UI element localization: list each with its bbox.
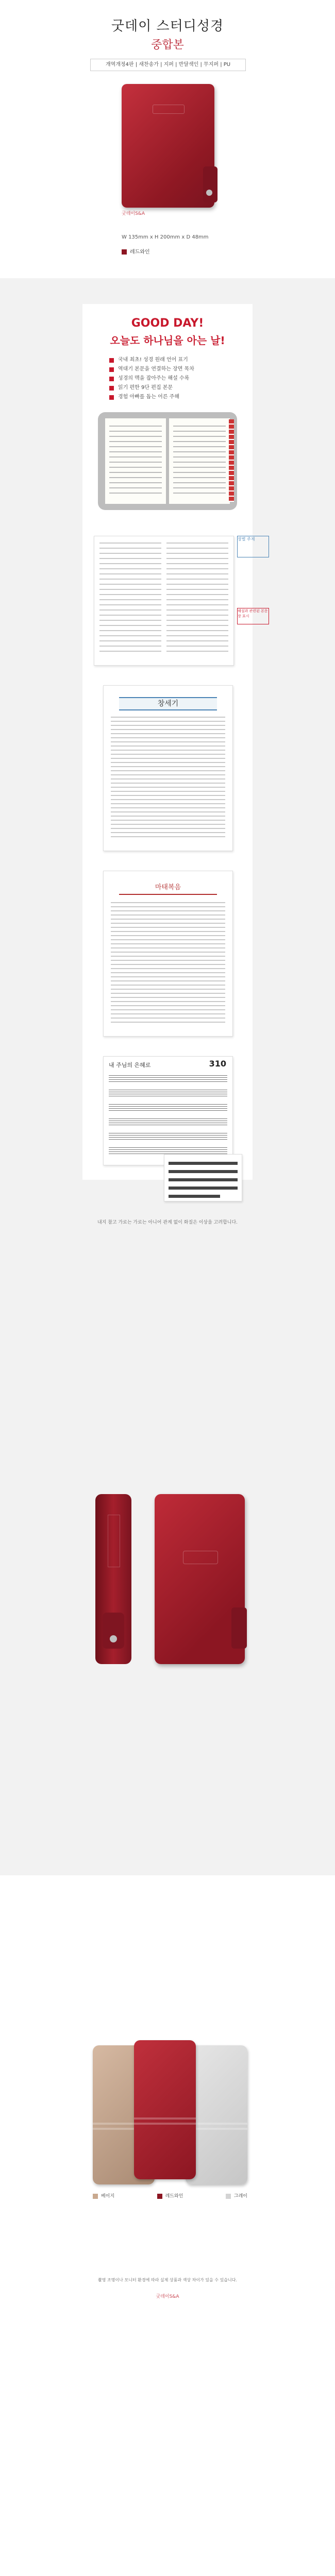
spec-box: 개역개정4판 | 새찬송가 | 지퍼 | 반달색인 | 무지퍼 | PU: [90, 59, 246, 71]
callout-commentary: 해설과 관련된 본문 장 표시: [237, 608, 269, 624]
product-image-spine: [95, 1494, 131, 1664]
color-option-red[interactable]: 레드와인: [157, 2192, 183, 2199]
bullet-icon: [109, 395, 114, 400]
color-disclaimer: 촬영 조명이나 모니터 환경에 따라 실제 상품과 색상 차이가 있을 수 있습니다.: [97, 2278, 238, 2282]
good-day-heading: GOOD DAY!: [131, 317, 204, 330]
intro-page-mockup: [103, 685, 233, 851]
intro-heading: 창세기: [119, 697, 217, 710]
music-staff: [109, 1104, 227, 1112]
gospel-heading: 마태복음: [119, 882, 217, 895]
cover-emblem: [153, 105, 185, 114]
music-staff: [109, 1090, 227, 1098]
hymn-number: 310: [209, 1059, 226, 1069]
music-staff: [109, 1133, 227, 1141]
hymn-page-mockup: [103, 1056, 233, 1165]
feature-list: [109, 355, 243, 402]
bullet-icon: [109, 358, 114, 363]
color-swatch: [122, 249, 127, 255]
color-variants-image: [93, 2040, 247, 2184]
hymn-title: 내 주님의 은혜로: [109, 1062, 151, 1069]
color-option-grey[interactable]: 그레이: [226, 2192, 247, 2199]
bullet-icon: [109, 367, 114, 372]
callout-chapter-theme: 장별 주제: [237, 536, 269, 557]
color-legend: [93, 2192, 247, 2199]
bullet-icon: [109, 386, 114, 391]
feature-item: 읽기 편한 9단 편집 본문: [109, 383, 243, 393]
product-image-main: [122, 84, 214, 208]
right-page: [169, 418, 230, 504]
page-title: 굿데이 스터디성경: [111, 19, 224, 34]
color-option-beige[interactable]: 베이지: [93, 2192, 114, 2199]
large-print-zoom: [164, 1154, 242, 1201]
feature-item: 국내 최초! 성경 원래 언어 표기: [109, 355, 243, 365]
snap-button: [110, 1635, 117, 1642]
study-page-mockup: [94, 536, 234, 666]
color-swatch: [157, 2194, 162, 2199]
cover-emblem: [183, 1551, 218, 1564]
spine-title: [108, 1515, 120, 1567]
left-page: [105, 418, 166, 504]
music-staff: [109, 1118, 227, 1127]
bible-red: [134, 2040, 196, 2179]
note-text: 내지 참고 가로는 가로는 아니어 관계 없이 화질은 이상을 고려합니다.: [97, 1220, 238, 1225]
music-staff: [109, 1075, 227, 1083]
product-code: 굿데이S&A: [122, 211, 145, 216]
snap-button: [206, 190, 212, 196]
color-option[interactable]: [122, 247, 150, 255]
feature-item: 성경의 맥을 잡아주는 해설 수록: [109, 374, 243, 383]
page-subtitle: 중합본: [151, 39, 184, 52]
feature-item: 경험 아빠를 돕는 어른 주해: [109, 393, 243, 402]
color-label: 레드와인: [130, 249, 150, 255]
footer-code: 굿데이S&A: [156, 2294, 179, 2299]
feature-item: 역대기 본문을 연결하는 장면 목차: [109, 365, 243, 374]
zipper-strap: [231, 1607, 247, 1649]
bullet-icon: [109, 377, 114, 381]
tagline: 오늘도 하나님을 아는 날!: [110, 334, 225, 347]
size-info: W 135mm x H 200mm x D 48mm: [122, 234, 209, 240]
open-bible-image: [98, 412, 237, 510]
thumb-index-tabs: [229, 419, 234, 502]
color-swatch: [226, 2194, 231, 2199]
zipper-strap: [203, 166, 217, 202]
zipper-strap: [103, 1613, 124, 1649]
product-image-front: [155, 1494, 245, 1664]
gospel-page-mockup: [103, 871, 233, 1037]
color-swatch: [93, 2194, 98, 2199]
